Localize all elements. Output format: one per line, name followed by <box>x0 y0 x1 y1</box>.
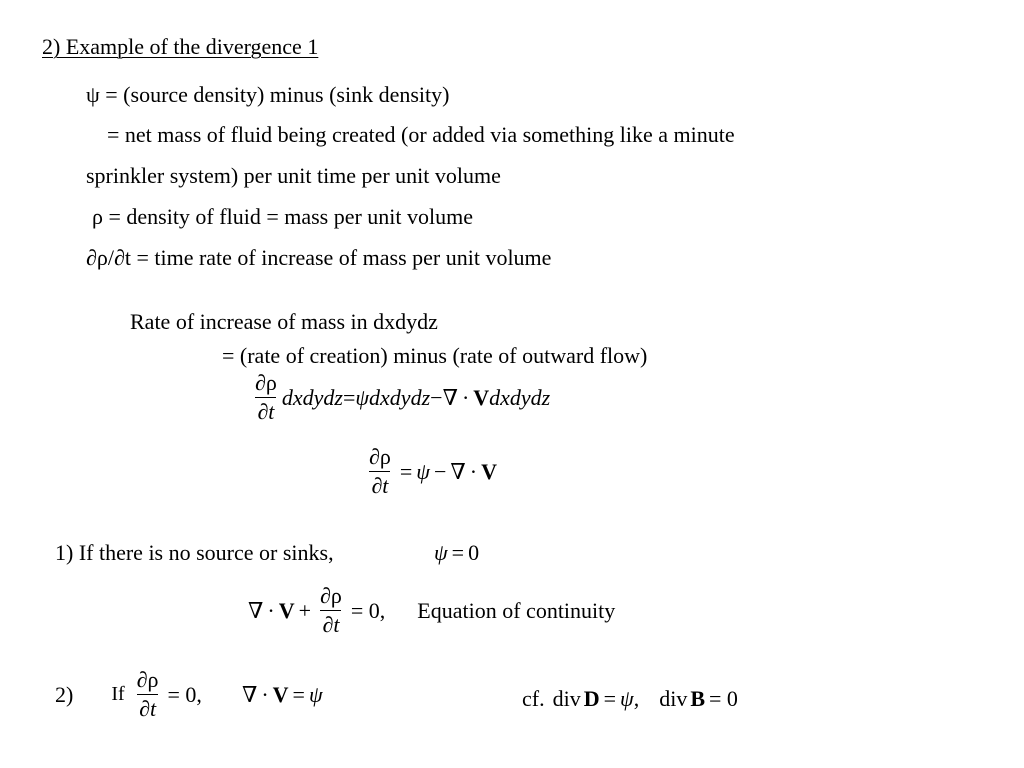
drho-dt-fraction <box>318 585 344 636</box>
equals-sign: = <box>342 384 356 410</box>
velocity-vector: V <box>481 458 497 484</box>
nabla-symbol: ∇ <box>450 458 466 484</box>
psi-symbol: ψ <box>416 458 430 484</box>
case2-equation <box>55 669 323 720</box>
drho-dt-fraction <box>367 446 393 497</box>
if-word: If <box>111 683 125 705</box>
dot-operator: · <box>267 597 275 623</box>
fraction-denominator: ∂t <box>139 696 157 721</box>
equals-zero: = 0 <box>709 686 738 711</box>
no-source-condition <box>434 540 479 566</box>
nabla-symbol: ∇ <box>241 681 258 707</box>
dot-operator: · <box>261 681 269 707</box>
rate-statement-cont: = (rate of creation) minus (rate of outward flow) <box>222 343 648 368</box>
case1-label: 1) If there is no source or sinks, <box>55 540 334 565</box>
cf-label: cf. <box>522 686 545 711</box>
continuity-equation-label: Equation of continuity <box>417 597 616 623</box>
drho-dt-fraction <box>135 669 161 720</box>
continuity-equation <box>248 585 615 636</box>
fraction-denominator: ∂t <box>371 473 389 498</box>
d-field: D <box>583 686 600 711</box>
equals-sign: = <box>399 458 413 484</box>
volume-element: dxdydz <box>489 384 551 410</box>
case2-label: 2) <box>55 681 74 707</box>
velocity-vector: V <box>272 681 289 707</box>
fraction-numerator: ∂ρ <box>369 444 391 469</box>
fraction-numerator: ∂ρ <box>255 370 277 395</box>
psi-symbol: ψ <box>308 681 323 707</box>
equals-sign: = <box>292 681 305 707</box>
b-field: B <box>690 686 706 711</box>
fraction-numerator: ∂ρ <box>136 667 159 692</box>
minus-sign: − <box>430 384 443 410</box>
divergence-equation <box>364 446 497 497</box>
velocity-vector: V <box>473 384 490 410</box>
comma: , <box>633 686 640 711</box>
equals-sign: = <box>451 540 465 565</box>
mass-balance-equation <box>250 372 550 423</box>
div-operator: div <box>659 686 688 711</box>
volume-element: dxdydz <box>369 384 431 410</box>
velocity-vector: V <box>278 597 295 623</box>
zero-value: 0 <box>468 540 480 565</box>
fraction-numerator: ∂ρ <box>320 583 342 608</box>
fraction-denominator: ∂t <box>257 399 275 424</box>
drho-definition: ∂ρ/∂t = time rate of increase of mass per unit volume <box>86 245 552 270</box>
rate-statement: Rate of increase of mass in dxdydz <box>130 309 438 334</box>
dot-operator: · <box>469 458 478 484</box>
equals-zero: = 0, <box>350 597 386 623</box>
div-operator: div <box>552 686 581 711</box>
psi-symbol: ψ <box>620 686 634 711</box>
volume-element: dxdydz <box>281 384 343 410</box>
dot-operator: · <box>461 384 470 410</box>
minus-sign: − <box>433 458 447 484</box>
drho-dt-fraction <box>253 372 279 423</box>
equals-sign: = <box>603 686 617 711</box>
psi-definition-cont2: sprinkler system) per unit time per unit volume <box>86 163 501 188</box>
nabla-symbol: ∇ <box>248 597 264 623</box>
psi-symbol: ψ <box>434 540 448 565</box>
page-title: 2) Example of the divergence 1 <box>42 34 319 59</box>
equals-zero: = 0, <box>167 681 202 707</box>
rho-definition: ρ = density of fluid = mass per unit volume <box>92 204 474 229</box>
plus-sign: + <box>298 597 312 623</box>
psi-definition-cont: = net mass of fluid being created (or added via something like a minute <box>107 122 735 147</box>
nabla-symbol: ∇ <box>442 384 458 410</box>
psi-symbol: ψ <box>355 384 370 410</box>
fraction-denominator: ∂t <box>322 612 340 637</box>
cf-maxwell <box>522 686 742 712</box>
psi-definition: ψ = (source density) minus (sink density) <box>86 82 450 107</box>
